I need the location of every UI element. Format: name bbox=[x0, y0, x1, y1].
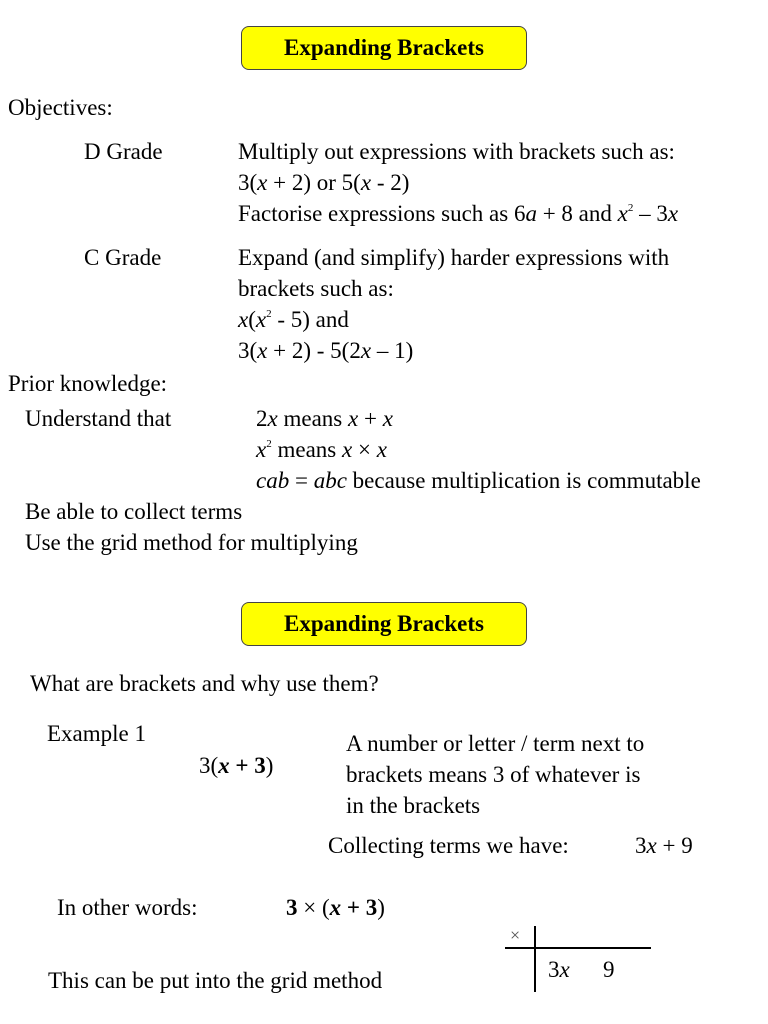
d-grade-line2: 3(x + 2) or 5(x - 2) bbox=[238, 170, 410, 195]
slide1-title: Expanding Brackets bbox=[241, 26, 527, 70]
collecting-label: Collecting terms we have: bbox=[328, 833, 569, 858]
explain-line2: brackets means 3 of whatever is bbox=[346, 762, 641, 787]
d-grade-label: D Grade bbox=[84, 139, 163, 164]
grid-sentence: This can be put into the grid method bbox=[48, 968, 383, 993]
d-grade-line1: Multiply out expressions with brackets such as: bbox=[238, 139, 675, 164]
grid-vertical-line bbox=[534, 926, 536, 992]
grid-cell-9: 9 bbox=[603, 957, 615, 982]
grid-method-text: Use the grid method for multiplying bbox=[25, 530, 358, 555]
understand-label: Understand that bbox=[25, 406, 172, 431]
fact-commutable: cab = abc because multiplication is commutable bbox=[256, 468, 701, 493]
explain-line3: in the brackets bbox=[346, 793, 481, 818]
other-words-expression: 3 × (x + 3) bbox=[286, 895, 385, 920]
objectives-label: Objectives: bbox=[8, 95, 113, 120]
explain-line1: A number or letter / term next to bbox=[346, 731, 645, 756]
c-grade-line4: 3(x + 2) - 5(2x – 1) bbox=[238, 338, 414, 363]
example-label: Example 1 bbox=[47, 721, 146, 746]
example-expression: 3(x + 3) bbox=[199, 753, 274, 778]
question-text: What are brackets and why use them? bbox=[30, 671, 379, 696]
c-grade-line3: $x(x^2 - 5)$ and bbox=[238, 307, 349, 332]
fact-2x: 2x means x + x bbox=[256, 406, 393, 431]
grid-horizontal-line bbox=[505, 947, 651, 949]
c-grade-line1: Expand (and simplify) harder expressions with bbox=[238, 245, 670, 270]
c-grade-line2: brackets such as: bbox=[238, 276, 394, 301]
prior-knowledge-label: Prior knowledge: bbox=[8, 371, 168, 396]
slide2-title: Expanding Brackets bbox=[241, 602, 527, 646]
d-grade-line3: Factorise expressions such as 6a + 8 and $x^2 - 3x$ bbox=[238, 201, 679, 226]
collecting-result: 3x + 9 bbox=[635, 833, 693, 858]
grid-cell-3x: 3x bbox=[548, 957, 570, 982]
grid-times-symbol: × bbox=[510, 925, 521, 945]
other-words-label: In other words: bbox=[57, 895, 198, 920]
collect-terms-text: Be able to collect terms bbox=[25, 499, 243, 524]
fact-x-squared: $x^2$ means x × x bbox=[256, 437, 387, 462]
c-grade-label: C Grade bbox=[84, 245, 162, 270]
